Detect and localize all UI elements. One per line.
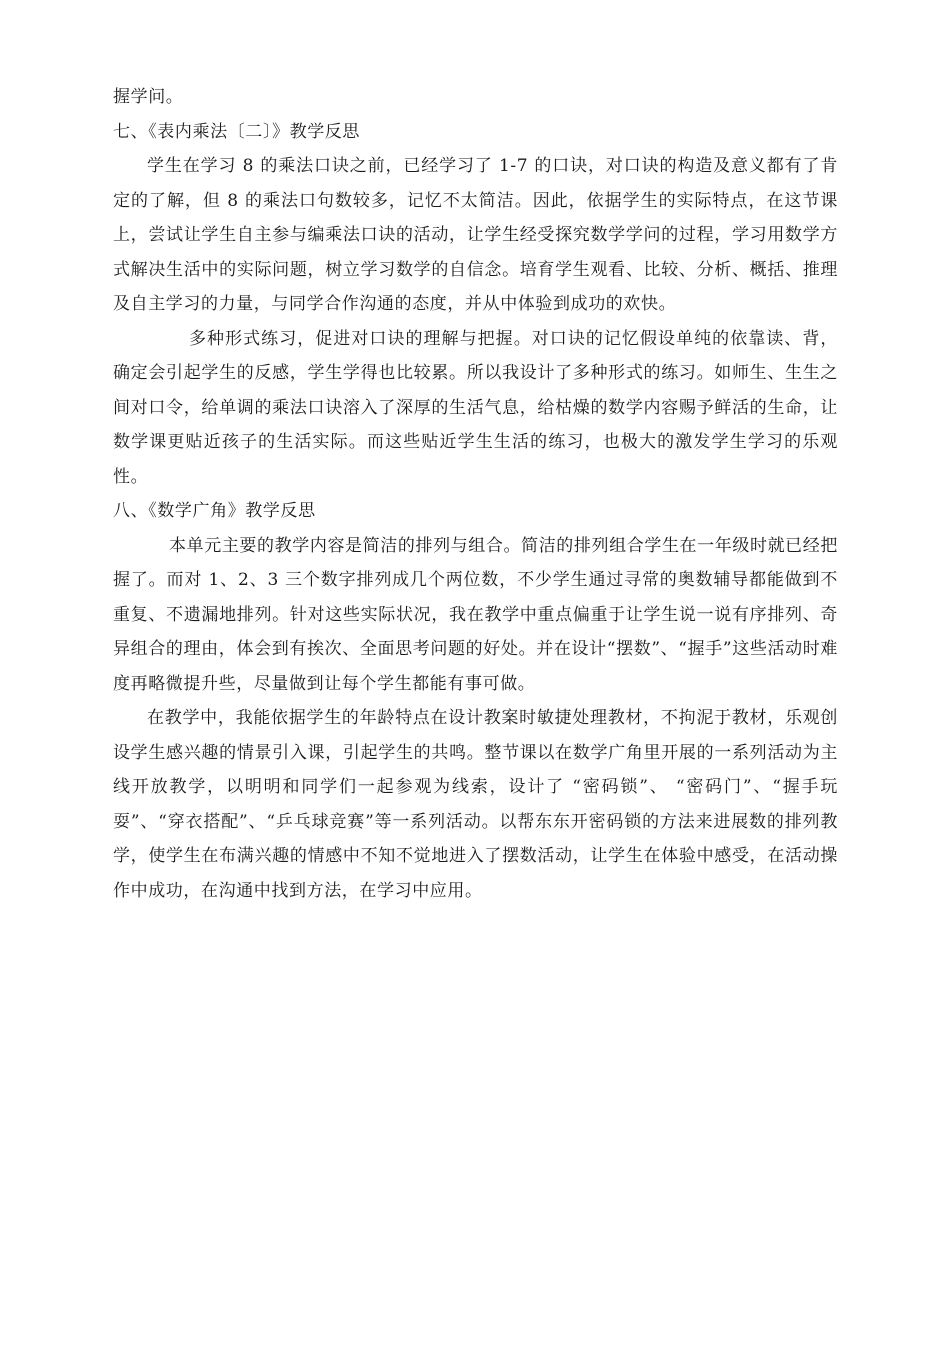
section-heading-8: 八、《数学广角》教学反思 [113, 501, 316, 521]
document-body [113, 80, 838, 908]
paragraph-7-1: 学生在学习 8 的乘法口诀之前，已经学习了 1-7 的口诀，对口诀的构造及意义都有了肯定的了解，但 8 的乘法口句数较多，记忆不太简洁。因此，依据学生的实际特点，在这节课上，尝试让学生自主参与编乘法口诀的活动，让学生经受探究数学学问的过程，学习用数学方式解决生活中的实际问题，树立学习数学的自信念。培育学生观看、比较、分析、概括、推理及自主学习的力量，与同学合作沟通的态度，并从中体验到成功的欢快。 [113, 156, 838, 314]
paragraph-8-2: 在教学中，我能依据学生的年龄特点在设计教案时敏捷处理教材，不拘泥于教材，乐观创设学生感兴趣的情景引入课，引起学生的共鸣。整节课以在数学广角里开展的一系列活动为主线开放教学，以明明和同学们一起参观为线索，设计了 “密码锁”、 “密码门”、“握手玩耍”、“穿衣搭配”、“乒乓球竞赛”等一系列活动。以帮东东开密码锁的方法来进展数的排列教学，使学生在布满兴趣的情感中不知不觉地进入了摆数活动，让学生在体验中感受，在活动操作中成功，在沟通中找到方法，在学习中应用。 [113, 708, 838, 901]
section-heading-7: 七、《表内乘法〔二〕》教学反思 [113, 121, 360, 142]
paragraph-7-2: 多种形式练习，促进对口诀的理解与把握。对口诀的记忆假设单纯的依靠读、背，确定会引起学生的反感，学生学得也比较累。所以我设计了多种形式的练习。如师生、生生之间对口令，给单调的乘法口诀溶入了深厚的生活气息，给枯燥的数学内容赐予鲜活的生命，让数学课更贴近孩子的生活实际。而这些贴近学生生活的练习，也极大的激发学生学习的乐观性。 [113, 328, 838, 487]
paragraph-8-1: 本单元主要的教学内容是简洁的排列与组合。简洁的排列组合学生在一年级时就已经把握了。而对 1、2、3 三个数字排列成几个两位数，不少学生通过寻常的奥数辅导都能做到不重复、不遗漏地排列。针对这些实际状况，我在教学中重点偏重于让学生说一说有序排列、奇异组合的理由，体会到有挨次、全面思考问题的好处。并在设计“摆数”、“握手”这些活动时难度再略微提升些，尽量做到让每个学生都能有事可做。 [113, 535, 838, 694]
continued-text: 握学问。 [113, 87, 184, 107]
